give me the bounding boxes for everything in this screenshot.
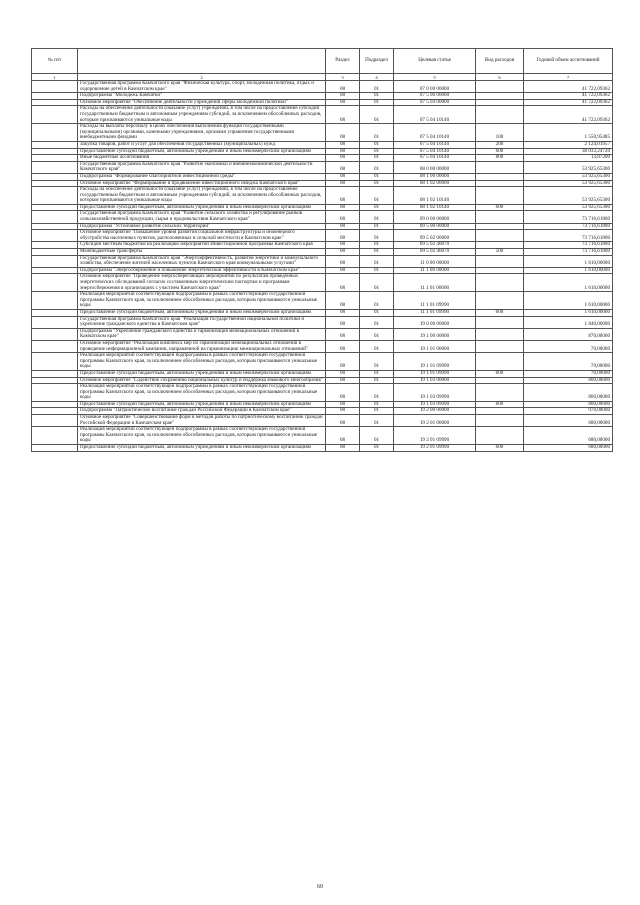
amount-cell: 1 840,00000 bbox=[524, 316, 613, 328]
subsection-cell: 01 bbox=[360, 99, 394, 106]
amount-cell: 53 925,65300 bbox=[524, 161, 613, 173]
row-name-cell: Предоставление субсидий бюджетным, автономным учреждениям и иным некоммерческим организациям bbox=[78, 401, 326, 408]
expense-type-cell bbox=[476, 180, 524, 187]
section-cell: 08 bbox=[326, 292, 360, 310]
table-row bbox=[32, 124, 613, 142]
expense-type-cell bbox=[476, 292, 524, 310]
section-cell: 08 bbox=[326, 445, 360, 452]
amount-cell: 1 610,00000 bbox=[524, 292, 613, 310]
row-number-cell bbox=[32, 370, 78, 377]
subsection-cell: 01 bbox=[360, 211, 394, 223]
target-article-cell: 19 2 01 00000 bbox=[394, 415, 476, 427]
target-article-cell: 08 1 02 00000 bbox=[394, 180, 476, 187]
target-article-cell: 19 1 00 00000 bbox=[394, 328, 476, 340]
expense-type-cell bbox=[476, 255, 524, 267]
amount-cell: 2 124,01957 bbox=[524, 141, 613, 148]
table-row bbox=[32, 427, 613, 445]
row-number-cell bbox=[32, 274, 78, 292]
expense-type-cell: 600 bbox=[476, 204, 524, 211]
row-number-cell bbox=[32, 161, 78, 173]
expense-type-cell bbox=[476, 81, 524, 93]
amount-cell: 70,00000 bbox=[524, 340, 613, 352]
amount-cell: 680,00000 bbox=[524, 427, 613, 445]
row-name-cell: Государственная программа Камчатского края "Физическая культура, спорт, молодежная политика, отдых и оздоровление детей в Камчатском крае" bbox=[78, 81, 326, 93]
target-article-cell: 08 1 02 10140 bbox=[394, 204, 476, 211]
subsection-cell: 01 bbox=[360, 161, 394, 173]
target-article-cell: 07 5 04 10140 bbox=[394, 106, 476, 124]
subsection-cell: 01 bbox=[360, 106, 394, 124]
expense-type-cell bbox=[476, 427, 524, 445]
row-number-cell bbox=[32, 408, 78, 415]
expense-type-cell: 600 bbox=[476, 309, 524, 316]
row-name-cell: Субсидии местным бюджетам на реализацию мероприятий Инвестиционной программы Камчатского края bbox=[78, 242, 326, 249]
expense-type-cell bbox=[476, 211, 524, 223]
row-name-cell: Подпрограмма "Патриотическое воспитание граждан Российской Федерации в Камчатском крае" bbox=[78, 408, 326, 415]
target-article-cell: 09 0 00 00000 bbox=[394, 211, 476, 223]
subsection-cell: 01 bbox=[360, 370, 394, 377]
section-cell: 08 bbox=[326, 415, 360, 427]
row-name-cell: Основное мероприятие "Содействие сохранению национальных культур и поддержка языкового многообразия" bbox=[78, 377, 326, 384]
row-name-cell: Подпрограмма "Энергосбережение и повышение энергетической эффективности в Камчатском крае" bbox=[78, 267, 326, 274]
subsection-cell: 01 bbox=[360, 93, 394, 100]
row-number-cell bbox=[32, 242, 78, 249]
target-article-cell: 19 1 01 09990 bbox=[394, 353, 476, 371]
amount-cell: 38 033,24720 bbox=[524, 148, 613, 155]
target-article-cell: 19 1 01 00000 bbox=[394, 340, 476, 352]
section-cell: 08 bbox=[326, 148, 360, 155]
amount-cell: 41 722,09362 bbox=[524, 81, 613, 93]
amount-cell: 73 716,61800 bbox=[524, 230, 613, 242]
table-body bbox=[32, 81, 613, 452]
amount-cell: 800,00000 bbox=[524, 377, 613, 384]
expense-type-cell bbox=[476, 161, 524, 173]
table-row bbox=[32, 81, 613, 93]
table-row bbox=[32, 187, 613, 205]
subsection-cell: 01 bbox=[360, 309, 394, 316]
row-name-cell: Подпрограмма "Молодежь Камчатки" bbox=[78, 93, 326, 100]
subsection-cell: 01 bbox=[360, 81, 394, 93]
subsection-cell: 01 bbox=[360, 180, 394, 187]
row-name-cell: Предоставление субсидий бюджетным, автономным учреждениям и иным некоммерческим организациям bbox=[78, 309, 326, 316]
subsection-cell: 01 bbox=[360, 274, 394, 292]
page-number: 60 bbox=[317, 884, 323, 890]
section-cell: 08 bbox=[326, 211, 360, 223]
row-number-cell bbox=[32, 377, 78, 384]
subsection-cell: 01 bbox=[360, 187, 394, 205]
row-name-cell: Реализация мероприятий соответствующей подпрограммы в рамках соответствующей государственной программы Камчатского края, за исключением обособленных расходов, которым присваиваются уникальные коды bbox=[78, 353, 326, 371]
subsection-cell: 01 bbox=[360, 230, 394, 242]
table-row bbox=[32, 274, 613, 292]
row-number-cell bbox=[32, 230, 78, 242]
amount-cell: 53 925,65300 bbox=[524, 173, 613, 180]
target-article-cell: 19 1 03 00000 bbox=[394, 377, 476, 384]
amount-cell: 1 610,00000 bbox=[524, 255, 613, 267]
section-cell: 08 bbox=[326, 274, 360, 292]
index-cell: 1 bbox=[32, 74, 78, 81]
row-name-cell: Иные бюджетные ассигнования bbox=[78, 155, 326, 162]
row-number-cell bbox=[32, 249, 78, 256]
table-row bbox=[32, 370, 613, 377]
row-name-cell: Государственная программа Камчатского края "Развитие сельского хозяйства и регулирование рынков сельскохозяйственной продукции, сырья и продовольствия Камчатского края" bbox=[78, 211, 326, 223]
amount-cell: 13,87200 bbox=[524, 155, 613, 162]
target-article-cell: 09 5 00 00000 bbox=[394, 223, 476, 230]
target-article-cell: 11 1 01 09990 bbox=[394, 309, 476, 316]
subsection-cell: 01 bbox=[360, 124, 394, 142]
section-cell: 08 bbox=[326, 408, 360, 415]
header-number: № п/п bbox=[32, 49, 78, 74]
section-cell: 08 bbox=[326, 328, 360, 340]
row-number-cell bbox=[32, 255, 78, 267]
row-number-cell bbox=[32, 180, 78, 187]
section-cell: 08 bbox=[326, 141, 360, 148]
target-article-cell: 08 1 00 00000 bbox=[394, 173, 476, 180]
amount-cell: 41 722,09362 bbox=[524, 99, 613, 106]
subsection-cell: 01 bbox=[360, 267, 394, 274]
subsection-cell: 01 bbox=[360, 249, 394, 256]
expense-type-cell: 600 bbox=[476, 401, 524, 408]
section-cell: 08 bbox=[326, 401, 360, 408]
amount-cell: 73 716,61800 bbox=[524, 242, 613, 249]
row-name-cell: Расходы на выплаты персоналу в целях обеспечения выполнения функций государственными (муниципальными) органами, казенными учреждениями, органами управления государственными внебюджетными фондами bbox=[78, 124, 326, 142]
target-article-cell: 19 1 01 09990 bbox=[394, 370, 476, 377]
subsection-cell: 01 bbox=[360, 173, 394, 180]
subsection-cell: 01 bbox=[360, 384, 394, 402]
row-number-cell bbox=[32, 328, 78, 340]
row-name-cell: Предоставление субсидий бюджетным, автономным учреждениям и иным некоммерческим организациям bbox=[78, 148, 326, 155]
expense-type-cell bbox=[476, 340, 524, 352]
expense-type-cell: 200 bbox=[476, 141, 524, 148]
expense-type-cell bbox=[476, 223, 524, 230]
expense-type-cell: 600 bbox=[476, 148, 524, 155]
row-name-cell: Основное мероприятие "Проведение энергосберегающих мероприятий по результатам проведенных энергетических обследований согласно составленным энергетическим паспортам и программам энергосбережения в организациях с участием Камчатского края" bbox=[78, 274, 326, 292]
section-cell: 08 bbox=[326, 106, 360, 124]
index-cell: 6 bbox=[476, 74, 524, 81]
expense-type-cell: 500 bbox=[476, 249, 524, 256]
subsection-cell: 01 bbox=[360, 377, 394, 384]
target-article-cell: 19 2 00 00000 bbox=[394, 408, 476, 415]
row-number-cell bbox=[32, 99, 78, 106]
expense-type-cell bbox=[476, 230, 524, 242]
expense-type-cell bbox=[476, 328, 524, 340]
row-name-cell: Реализация мероприятий соответствующей подпрограммы в рамках соответствующей государственной программы Камчатского края, за исключением обособленных расходов, которым присваиваются уникальные коды bbox=[78, 384, 326, 402]
amount-cell: 53 925,65300 bbox=[524, 204, 613, 211]
expense-type-cell bbox=[476, 353, 524, 371]
section-cell: 08 bbox=[326, 377, 360, 384]
expense-type-cell bbox=[476, 173, 524, 180]
row-name-cell: Закупка товаров, работ и услуг для обеспечения государственных (муниципальных) нужд bbox=[78, 141, 326, 148]
subsection-cell: 01 bbox=[360, 148, 394, 155]
index-cell: 5 bbox=[394, 74, 476, 81]
row-number-cell bbox=[32, 309, 78, 316]
expense-type-cell bbox=[476, 274, 524, 292]
subsection-cell: 01 bbox=[360, 401, 394, 408]
row-name-cell: Подпрограмма "Укрепление гражданского единства и гармонизация межнациональных отношений в Камчатском крае" bbox=[78, 328, 326, 340]
section-cell: 08 bbox=[326, 316, 360, 328]
expense-type-cell bbox=[476, 384, 524, 402]
subsection-cell: 01 bbox=[360, 223, 394, 230]
row-name-cell: Расходы на обеспечение деятельности (оказание услуг) учреждений, в том числе на предоставление субсидий государственным бюджетным и автономным учреждениям субсидий, за исключением обособленных расходов, которым присваиваются уникальные коды bbox=[78, 106, 326, 124]
subsection-cell: 01 bbox=[360, 427, 394, 445]
amount-cell: 680,00000 bbox=[524, 415, 613, 427]
subsection-cell: 01 bbox=[360, 415, 394, 427]
row-name-cell: Основное мероприятие "Реализация комплекса мер по гармонизации межнациональных отношений в проведение информационной кампании, направленной на гармонизацию межнациональных отношений" bbox=[78, 340, 326, 352]
target-article-cell: 19 0 00 00000 bbox=[394, 316, 476, 328]
subsection-cell: 01 bbox=[360, 204, 394, 211]
row-name-cell: Подпрограмма "Устойчивое развитие сельских территорий" bbox=[78, 223, 326, 230]
expense-type-cell: 600 bbox=[476, 370, 524, 377]
table-row bbox=[32, 353, 613, 371]
header-expense-type: Вид расходов bbox=[476, 49, 524, 74]
amount-cell: 41 722,09362 bbox=[524, 93, 613, 100]
target-article-cell: 11 1 01 00000 bbox=[394, 274, 476, 292]
table-row bbox=[32, 415, 613, 427]
target-article-cell: 07 5 04 10140 bbox=[394, 124, 476, 142]
section-cell: 08 bbox=[326, 340, 360, 352]
header-section: Раздел bbox=[326, 49, 360, 74]
amount-cell: 1 610,00000 bbox=[524, 274, 613, 292]
row-number-cell bbox=[32, 93, 78, 100]
section-cell: 08 bbox=[326, 180, 360, 187]
table-row bbox=[32, 292, 613, 310]
row-number-cell bbox=[32, 155, 78, 162]
row-number-cell bbox=[32, 340, 78, 352]
subsection-cell: 01 bbox=[360, 340, 394, 352]
expense-type-cell bbox=[476, 93, 524, 100]
amount-cell: 800,00000 bbox=[524, 401, 613, 408]
row-number-cell bbox=[32, 141, 78, 148]
row-name-cell: Основное мероприятие "Повышение уровня развития социальной инфраструктуры и инженерного обустройства населенных пунктов, расположенных в сельской местности в Камчатском крае" bbox=[78, 230, 326, 242]
amount-cell: 73 716,61800 bbox=[524, 223, 613, 230]
subsection-cell: 01 bbox=[360, 292, 394, 310]
section-cell: 08 bbox=[326, 81, 360, 93]
target-article-cell: 09 5 02 00000 bbox=[394, 230, 476, 242]
target-article-cell: 11 0 00 00000 bbox=[394, 255, 476, 267]
row-name-cell: Предоставление субсидий бюджетным, автономным учреждениям и иным некоммерческим организациям bbox=[78, 204, 326, 211]
section-cell: 08 bbox=[326, 204, 360, 211]
index-cell: 2 bbox=[78, 74, 326, 81]
section-cell: 08 bbox=[326, 353, 360, 371]
amount-cell: 73 716,61800 bbox=[524, 211, 613, 223]
table-row bbox=[32, 340, 613, 352]
expense-type-cell: 100 bbox=[476, 124, 524, 142]
section-cell: 08 bbox=[326, 99, 360, 106]
table-row bbox=[32, 445, 613, 452]
row-name-cell: Реализация мероприятий соответствующей подпрограммы в рамках соответствующей государственной программы Камчатского края, за исключением обособленных расходов, которым присваиваются уникальные коды bbox=[78, 292, 326, 310]
section-cell: 08 bbox=[326, 230, 360, 242]
subsection-cell: 01 bbox=[360, 328, 394, 340]
row-name-cell: Предоставление субсидий бюджетным, автономным учреждениям и иным некоммерческим организациям bbox=[78, 445, 326, 452]
row-number-cell bbox=[32, 173, 78, 180]
table-row bbox=[32, 384, 613, 402]
subsection-cell: 01 bbox=[360, 141, 394, 148]
row-number-cell bbox=[32, 292, 78, 310]
row-name-cell: Основное мероприятие "Совершенствование форм и методов работы по патриотическому воспитанию граждан Российской Федерации в Камчатском крае" bbox=[78, 415, 326, 427]
target-article-cell: 11 1 00 00000 bbox=[394, 267, 476, 274]
target-article-cell: 19 2 01 09990 bbox=[394, 427, 476, 445]
target-article-cell: 07 0 00 00000 bbox=[394, 81, 476, 93]
amount-cell: 870,00000 bbox=[524, 328, 613, 340]
amount-cell: 53 925,65300 bbox=[524, 187, 613, 205]
target-article-cell: 11 1 01 09990 bbox=[394, 292, 476, 310]
amount-cell: 1 550,95485 bbox=[524, 124, 613, 142]
section-cell: 08 bbox=[326, 242, 360, 249]
target-article-cell: 19 2 01 09990 bbox=[394, 445, 476, 452]
amount-cell: 680,00000 bbox=[524, 445, 613, 452]
target-article-cell: 08 0 00 00000 bbox=[394, 161, 476, 173]
subsection-cell: 01 bbox=[360, 155, 394, 162]
row-number-cell bbox=[32, 415, 78, 427]
row-name-cell: Государственная программа Камчатского края "Развитие экономики и внешнеэкономической деятельности Камчатского края" bbox=[78, 161, 326, 173]
budget-allocation-table bbox=[31, 48, 613, 452]
table-row bbox=[32, 173, 613, 180]
row-number-cell bbox=[32, 316, 78, 328]
table-row bbox=[32, 106, 613, 124]
subsection-cell: 01 bbox=[360, 255, 394, 267]
target-article-cell: 09 5 02 40070 bbox=[394, 242, 476, 249]
row-number-cell bbox=[32, 445, 78, 452]
table-row bbox=[32, 161, 613, 173]
section-cell: 08 bbox=[326, 173, 360, 180]
row-number-cell bbox=[32, 106, 78, 124]
index-cell: 3 bbox=[326, 74, 360, 81]
header-annual-amount: Годовой объем ассигнований bbox=[524, 49, 613, 74]
index-cell: 7 bbox=[524, 74, 613, 81]
section-cell: 08 bbox=[326, 249, 360, 256]
expense-type-cell: 600 bbox=[476, 445, 524, 452]
table-row bbox=[32, 255, 613, 267]
row-number-cell bbox=[32, 148, 78, 155]
table-row bbox=[32, 328, 613, 340]
subsection-cell: 01 bbox=[360, 408, 394, 415]
header-target-article: Целевая статья bbox=[394, 49, 476, 74]
row-number-cell bbox=[32, 353, 78, 371]
expense-type-cell bbox=[476, 99, 524, 106]
row-name-cell: Реализация мероприятий соответствующей подпрограммы в рамках соответствующей государственной программы Камчатского края, за исключением обособленных расходов, которым присваиваются уникальные коды bbox=[78, 427, 326, 445]
section-cell: 08 bbox=[326, 427, 360, 445]
row-number-cell bbox=[32, 187, 78, 205]
amount-cell: 800,00000 bbox=[524, 384, 613, 402]
expense-type-cell: 800 bbox=[476, 155, 524, 162]
expense-type-cell bbox=[476, 377, 524, 384]
section-cell: 08 bbox=[326, 223, 360, 230]
expense-type-cell bbox=[476, 187, 524, 205]
amount-cell: 53 925,65300 bbox=[524, 180, 613, 187]
amount-cell: 73 716,61800 bbox=[524, 249, 613, 256]
section-cell: 08 bbox=[326, 161, 360, 173]
row-name-cell: Основное мероприятие "Формирование и продвижение инвестиционного имиджа Камчатского края" bbox=[78, 180, 326, 187]
section-cell: 08 bbox=[326, 309, 360, 316]
amount-cell: 1 610,00000 bbox=[524, 267, 613, 274]
amount-cell: 1 610,00000 bbox=[524, 309, 613, 316]
subsection-cell: 01 bbox=[360, 316, 394, 328]
section-cell: 08 bbox=[326, 267, 360, 274]
row-number-cell bbox=[32, 223, 78, 230]
row-name-cell: Предоставление субсидий бюджетным, автономным учреждениям и иным некоммерческим организациям bbox=[78, 370, 326, 377]
row-number-cell bbox=[32, 401, 78, 408]
expense-type-cell bbox=[476, 316, 524, 328]
subsection-cell: 01 bbox=[360, 353, 394, 371]
subsection-cell: 01 bbox=[360, 242, 394, 249]
subsection-cell: 01 bbox=[360, 445, 394, 452]
target-article-cell: 08 1 02 10140 bbox=[394, 187, 476, 205]
expense-type-cell bbox=[476, 415, 524, 427]
row-number-cell bbox=[32, 204, 78, 211]
row-name-cell: Государственная программа Камчатского края "Реализация государственной национальной политики и укрепление гражданского единства в Камчатском крае" bbox=[78, 316, 326, 328]
row-number-cell bbox=[32, 211, 78, 223]
expense-type-cell bbox=[476, 408, 524, 415]
section-cell: 08 bbox=[326, 370, 360, 377]
target-article-cell: 19 1 03 09990 bbox=[394, 401, 476, 408]
amount-cell: 970,00000 bbox=[524, 408, 613, 415]
expense-type-cell bbox=[476, 106, 524, 124]
section-cell: 08 bbox=[326, 124, 360, 142]
header-subsection: Подраздел bbox=[360, 49, 394, 74]
amount-cell: 70,00000 bbox=[524, 370, 613, 377]
amount-cell: 70,00000 bbox=[524, 353, 613, 371]
table-header-row bbox=[32, 49, 613, 74]
row-number-cell bbox=[32, 427, 78, 445]
amount-cell: 41 722,09362 bbox=[524, 106, 613, 124]
table-row bbox=[32, 316, 613, 328]
target-article-cell: 07 5 04 10140 bbox=[394, 155, 476, 162]
section-cell: 08 bbox=[326, 155, 360, 162]
row-name-cell: Подпрограмма "Формирование благоприятной инвестиционной среды" bbox=[78, 173, 326, 180]
header-name bbox=[78, 49, 326, 74]
row-name-cell: Расходы на обеспечение деятельности (оказание услуг) учреждений, в том числе на предоставление государственным бюджетным и автономным учреждениям субсидий, за исключением обособленных расходов, которым присваиваются уникальные коды bbox=[78, 187, 326, 205]
row-name-cell: Межбюджетные трансферты bbox=[78, 249, 326, 256]
target-article-cell: 07 5 04 10140 bbox=[394, 148, 476, 155]
target-article-cell: 07 5 04 00000 bbox=[394, 99, 476, 106]
row-name-cell: Государственная программа Камчатского края "Энергоэффективность, развитие энергетики и коммунального хозяйства, обеспечение жителей населенных пунктов Камчатского края коммунальными услугами" bbox=[78, 255, 326, 267]
section-cell: 08 bbox=[326, 255, 360, 267]
target-article-cell: 07 5 04 10140 bbox=[394, 141, 476, 148]
row-number-cell bbox=[32, 124, 78, 142]
section-cell: 08 bbox=[326, 93, 360, 100]
row-name-cell: Основное мероприятие "Обеспечение деятельности учреждений сферы молодежной политики" bbox=[78, 99, 326, 106]
row-number-cell bbox=[32, 267, 78, 274]
expense-type-cell bbox=[476, 267, 524, 274]
target-article-cell: 19 1 03 09990 bbox=[394, 384, 476, 402]
table-row bbox=[32, 211, 613, 223]
section-cell: 08 bbox=[326, 384, 360, 402]
section-cell: 08 bbox=[326, 187, 360, 205]
target-article-cell: 09 5 02 40070 bbox=[394, 249, 476, 256]
row-number-cell bbox=[32, 384, 78, 402]
row-number-cell bbox=[32, 81, 78, 93]
target-article-cell: 07 5 00 00000 bbox=[394, 93, 476, 100]
index-cell: 4 bbox=[360, 74, 394, 81]
